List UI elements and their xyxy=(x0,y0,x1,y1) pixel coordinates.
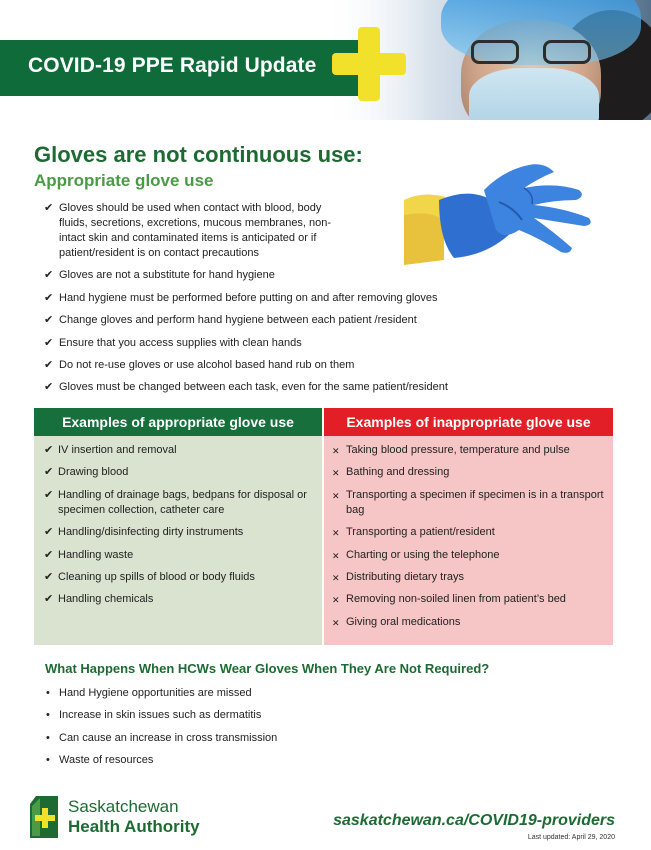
sha-logo-icon xyxy=(30,796,58,838)
bullet-icon: • xyxy=(46,731,50,744)
check-icon: ✔ xyxy=(44,444,54,456)
list-item: ✔ Ensure that you access supplies with clean hands xyxy=(44,336,302,349)
table-row: ✔ Cleaning up spills of blood or body fluids xyxy=(44,570,255,583)
table-row: ✕ Bathing and dressing xyxy=(332,465,607,480)
check-icon: ✔ xyxy=(44,526,54,539)
table-row: ✔ Handling of drainage bags, bedpans for disposal or specimen collection, catheter care xyxy=(44,488,307,516)
table-row: ✕ Taking blood pressure, temperature and pulse xyxy=(332,443,607,458)
check-icon: ✔ xyxy=(44,336,54,349)
appropriate-header: Examples of appropriate glove use xyxy=(34,408,322,436)
header xyxy=(0,0,651,120)
check-icon: ✔ xyxy=(44,314,54,327)
table-row: ✔ Drawing blood xyxy=(44,466,129,479)
org-name-line2: Health Authority xyxy=(68,817,200,836)
list-item: • Hand Hygiene opportunities are missed xyxy=(46,687,252,699)
list-item: ✔ Change gloves and perform hand hygiene between each patient /resident xyxy=(44,314,417,327)
provider-url-link[interactable]: saskatchewan.ca/COVID19-providers xyxy=(333,812,615,829)
check-icon: ✔ xyxy=(44,593,54,606)
list-item: ✔ Gloves should be used when contact with blood, body fluids, secretions, excretions, mucous membranes, non-intact skin and contaminated items is anticipated or if patient/resident is on contact precautions xyxy=(44,202,332,259)
check-icon: ✔ xyxy=(44,548,54,561)
x-mark-icon: ✕ xyxy=(332,617,340,628)
table-row: ✔ Handling/disinfecting dirty instruments xyxy=(44,526,244,539)
check-icon: ✔ xyxy=(44,381,54,394)
x-mark-icon: ✕ xyxy=(332,528,340,539)
list-item: ✔ Gloves are not a substitute for hand hygiene xyxy=(44,269,275,282)
inappropriate-header: Examples of inappropriate glove use xyxy=(324,408,613,436)
x-mark-icon: ✕ xyxy=(332,550,340,561)
inappropriate-column xyxy=(324,408,613,645)
table-row: ✔ IV insertion and removal xyxy=(44,444,177,456)
title-banner xyxy=(0,40,358,96)
x-mark-icon: ✕ xyxy=(332,468,340,479)
sub-heading: Appropriate glove use xyxy=(34,171,214,190)
list-item: ✔ Gloves must be changed between each task, even for the same patient/resident xyxy=(44,381,448,394)
x-mark-icon: ✕ xyxy=(332,572,340,583)
check-icon: ✔ xyxy=(44,269,54,282)
table-row: ✕ Giving oral medications xyxy=(332,615,607,630)
last-updated: Last updated: April 29, 2020 xyxy=(527,834,615,841)
x-mark-icon: ✕ xyxy=(332,446,340,456)
page-title: COVID-19 PPE Rapid Update xyxy=(28,54,317,77)
table-row: ✔ Handling waste xyxy=(44,548,134,561)
sha-logo xyxy=(30,796,230,840)
hcw-heading: What Happens When HCWs Wear Gloves When They Are Not Required? xyxy=(45,661,490,676)
table-row: ✕ Transporting a patient/resident xyxy=(332,525,607,540)
hcw-list xyxy=(46,686,277,776)
appropriate-column xyxy=(34,408,322,645)
check-icon: ✔ xyxy=(44,358,54,371)
list-item: • Waste of resources xyxy=(46,754,154,767)
check-icon: ✔ xyxy=(44,291,54,304)
yellow-cross-icon xyxy=(332,27,406,101)
table-row: ✔ Handling chemicals xyxy=(44,593,154,606)
check-icon: ✔ xyxy=(44,488,54,501)
bullet-icon: • xyxy=(46,687,50,699)
x-mark-icon: ✕ xyxy=(332,595,340,606)
check-icon: ✔ xyxy=(44,570,54,583)
check-icon: ✔ xyxy=(44,202,54,214)
table-row: ✕ Charting or using the telephone xyxy=(332,548,607,563)
bullet-icon: • xyxy=(46,754,50,767)
list-item: • Can cause an increase in cross transmission xyxy=(46,731,278,744)
bullet-icon: • xyxy=(46,709,50,722)
guidelines-list xyxy=(44,201,514,403)
table-row: ✕ Removing non-soiled linen from patient’s bed xyxy=(332,592,607,607)
org-name-line1: Saskatchewan xyxy=(68,797,179,816)
check-icon: ✔ xyxy=(44,466,54,479)
table-row: ✕ Transporting a specimen if specimen is in a transport bag xyxy=(332,488,604,516)
main-heading: Gloves are not continuous use: xyxy=(34,142,363,167)
examples-table xyxy=(34,408,613,645)
list-item: • Increase in skin issues such as dermatitis xyxy=(46,709,262,722)
list-item: ✔ Do not re-use gloves or use alcohol based hand rub on them xyxy=(44,358,355,371)
table-row: ✕ Distributing dietary trays xyxy=(332,570,607,585)
x-mark-icon: ✕ xyxy=(332,490,340,501)
list-item: ✔ Hand hygiene must be performed before putting on and after removing gloves xyxy=(44,291,438,304)
